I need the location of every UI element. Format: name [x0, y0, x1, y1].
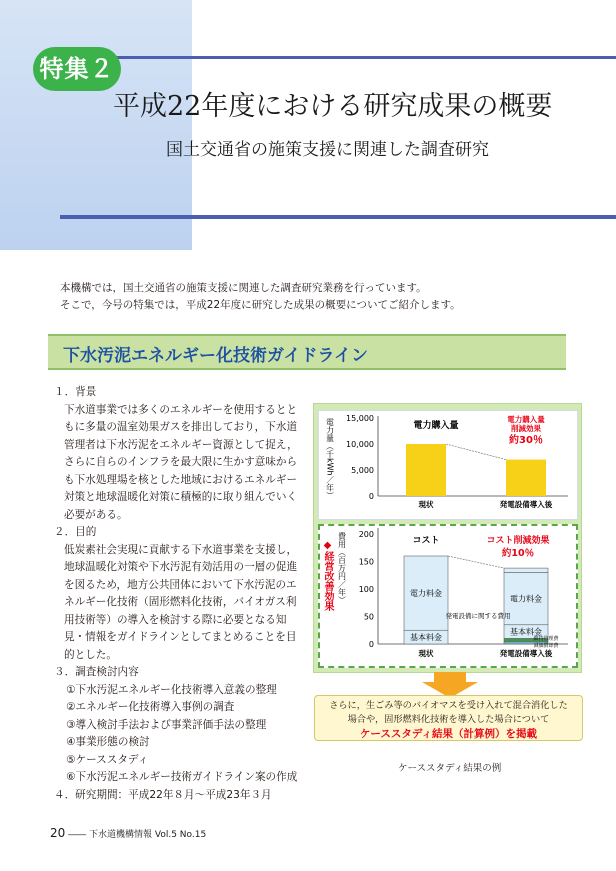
chart2-seg-label: 電力料金	[510, 594, 542, 604]
heading-background: １．背景	[54, 386, 97, 398]
callout-highlight: ケーススタディ結果（計算例）を掲載	[359, 728, 538, 740]
chart-power-purchase	[326, 414, 569, 509]
chart1-xtick: 発電設備導入後	[499, 500, 553, 509]
chart2-ytick: 0	[368, 640, 374, 649]
chart2-xtick: 発電設備導入後	[499, 649, 553, 658]
chart2-seg-label: 電力料金	[410, 589, 442, 599]
chart1-title: 電力購入量	[413, 421, 459, 431]
page-title: 平成22年度における研究成果の概要	[113, 91, 553, 122]
chart1-ytick: 15,000	[346, 414, 374, 423]
chart1-ylabel: 電力量（千kWh／年）	[325, 418, 335, 500]
heading-purpose: ２．目的	[54, 526, 97, 538]
chart2-title: コスト	[412, 536, 440, 546]
callout-line: 場合や，固形燃料化技術を導入した場合について	[347, 714, 550, 725]
heading-contents: ３．調査検討内容	[54, 666, 139, 678]
paragraph-purpose: 低炭素社会実現に貢献する下水道事業を支援し，地球温暖化対策や下水汚泥有効活用の一層の促進を図るため，地方公共団体において下水汚泥のエネルギー化技術（固形燃料化技術，バイオガス利用技術等）の導入を検討する際に必要となる知見・情報をガイドラインとしてまとめることを目的とした。	[64, 543, 298, 661]
body-text	[54, 384, 302, 804]
chart2-annotation-value: 約10％	[501, 548, 535, 559]
list-item: ⑤ケーススタディ	[66, 753, 149, 766]
list-item: ①下水汚泥エネルギー化技術導入意義の整理	[66, 683, 277, 696]
callout-line: さらに，生ごみ等のバイオマスを受け入れて混合消化した	[329, 700, 568, 711]
chart-cost	[337, 528, 569, 658]
page-footer	[50, 826, 206, 840]
chart2-callout-generation	[446, 611, 511, 620]
footer-dash: ――	[68, 830, 87, 840]
chart2-ylabel: 費用（百万円／年）	[337, 532, 347, 604]
chart2-callout-line: 発電設備に関する費用	[445, 612, 511, 620]
heading-period: ４．研究期間：平成22年８月～平成23年３月	[54, 788, 272, 801]
figure-caption: ケーススタディ結果の例	[398, 763, 502, 774]
chart1-ytick: 0	[368, 492, 374, 501]
chart2-seg-label: 基本料金	[510, 627, 542, 637]
intro-line: そこで，今号の特集では，平成22年度に研究した成果の概要についてご紹介します。	[60, 299, 461, 311]
chart1-annotation: 電力購入量	[507, 415, 545, 424]
list-item: ⑥下水汚泥エネルギー技術ガイドライン案の作成	[66, 771, 298, 783]
chart1-xtick: 現状	[418, 500, 434, 509]
chart2-connector	[448, 556, 504, 568]
intro-line: 本機構では，国土交通省の施策支援に関連した調査研究業務を行っています。	[60, 282, 427, 294]
header-background	[192, 0, 616, 250]
chart1-ytick: 10,000	[346, 440, 374, 449]
chart2-seg-small-label: 維持管理費	[533, 636, 559, 642]
chart1-annotation: 削減効果	[511, 424, 541, 433]
page-subtitle: 国土交通省の施策支援に関連した調査研究	[166, 140, 489, 160]
section-title: 下水汚泥エネルギー化技術ガイドライン	[63, 346, 368, 366]
header-bottom-rule	[60, 215, 616, 219]
chart1-connector	[446, 444, 506, 460]
figure-callout	[314, 695, 583, 741]
paragraph-background: 下水道事業では多くのエネルギーを使用するとともに多量の温室効果ガスを排出しており，下水道管理者は下水汚泥をエネルギー資源として捉え，さらに自らのインフラを最大限に生かす意味からも下水処理場を核とした地域におけるエネルギー対策と地球温暖化対策に積極的に取り組んでいく必要がある。	[64, 403, 298, 521]
side-label-text: ◆経営改善効果	[322, 540, 333, 611]
chart2-bar-generation-cost	[504, 568, 548, 572]
chart2-ytick: 200	[358, 530, 374, 539]
chart1-annotation-value: 約30％	[509, 435, 543, 446]
page-number: 20	[50, 826, 66, 840]
figure-charts	[318, 410, 578, 668]
chart2-ytick: 50	[363, 612, 374, 622]
chart1-bar	[406, 444, 446, 496]
chart1-ytick: 5,000	[351, 466, 374, 475]
list-item: ④事業形態の検討	[66, 736, 150, 748]
intro-paragraph	[60, 280, 590, 314]
header-top-rule	[100, 56, 616, 59]
chart1-bar	[506, 460, 546, 496]
chart2-ytick: 150	[358, 557, 374, 567]
chart2-seg-label: 基本料金	[410, 633, 442, 643]
list-item: ③導入検討手法および事業評価手法の整理	[66, 718, 267, 731]
chart2-annotation: コスト削減効果	[486, 536, 550, 546]
chart2-xtick: 現状	[418, 649, 434, 658]
journal-name: 下水道機構情報 Vol.5 No.15	[89, 830, 207, 840]
feature-badge: 特集２	[33, 47, 121, 91]
chart2-seg-small-label: 減価償却費	[533, 643, 559, 649]
chart2-ytick: 100	[358, 585, 374, 594]
header-accent-block	[0, 0, 192, 250]
list-item: ②エネルギー化技術導入事例の調査	[66, 701, 235, 713]
